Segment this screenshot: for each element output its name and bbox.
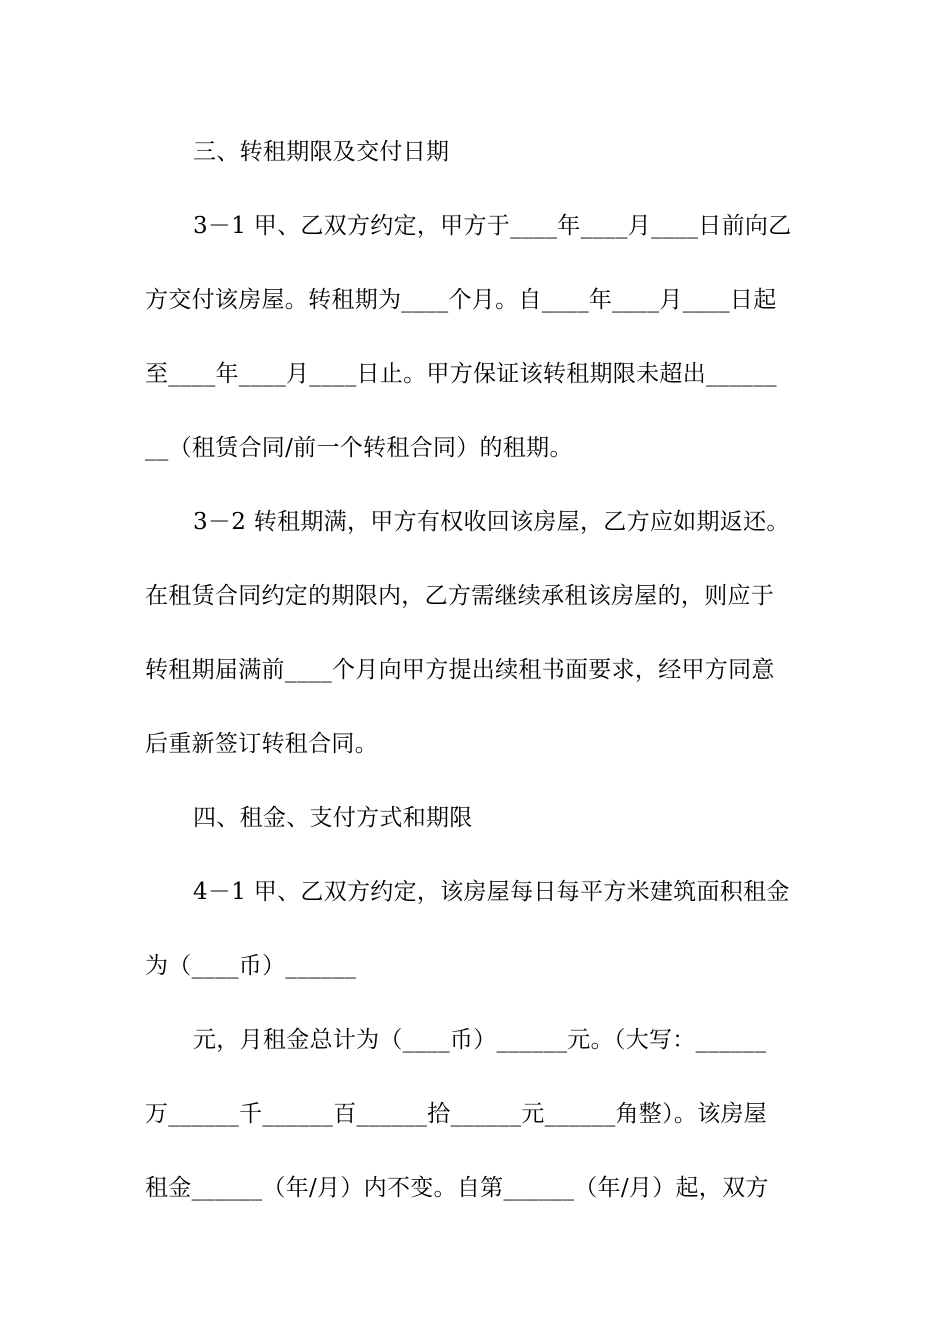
clause-3-1-line-4: __（租赁合同/前一个转租合同）的租期。	[145, 435, 573, 461]
clause-4-1-line-1: 4－1 甲、乙双方约定，该房屋每日每平方米建筑面积租金	[193, 879, 790, 905]
rent-paragraph-line-3: 租金______（年/月）内不变。自第______（年/月）起，双方	[145, 1175, 769, 1201]
rent-paragraph-line-2: 万______千______百______拾______元______角整）。该房屋	[145, 1101, 768, 1127]
section-4-heading: 四、租金、支付方式和期限	[193, 805, 473, 831]
clause-3-2-line-2: 在租赁合同约定的期限内，乙方需继续承租该房屋的，则应于	[145, 583, 775, 609]
clause-3-2-line-3: 转租期届满前____个月向甲方提出续租书面要求，经甲方同意	[145, 657, 775, 683]
rent-paragraph-line-1: 元，月租金总计为（____币）______元。（大写：______	[193, 1027, 767, 1053]
clause-3-1-line-2: 方交付该房屋。转租期为____个月。自____年____月____日起	[145, 287, 777, 313]
clause-3-2-line-1: 3－2 转租期满，甲方有权收回该房屋，乙方应如期返还。	[193, 509, 790, 535]
clause-3-1-line-1: 3－1 甲、乙双方约定，甲方于____年____月____日前向乙	[193, 213, 792, 239]
section-3-heading: 三、转租期限及交付日期	[193, 139, 450, 165]
clause-3-2-line-4: 后重新签订转租合同。	[145, 731, 378, 757]
clause-3-1-line-3: 至____年____月____日止。甲方保证该转租期限未超出______	[145, 361, 777, 387]
clause-4-1-line-2: 为（____币）______	[145, 953, 357, 979]
